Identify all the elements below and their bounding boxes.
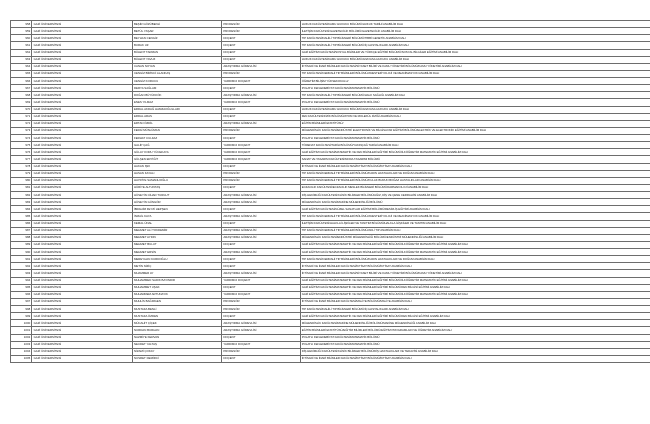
- cell-department: HUKUK FAKÜLTESİ/KAMU HUKUKU BÖLÜMÜ/ANAYASA HUKUKU ANABİLİM DALI: [300, 106, 650, 113]
- table-row: [11, 306, 650, 313]
- cell-department: EĞİTİM BİLİMLERİ ENSTİTÜSÜ/EĞİTİM BİLİMLERİ BÖLÜMÜ/EĞİTİM PROGRAMLARI VE ÖĞRETİM ANABİLİM DALI: [300, 327, 650, 334]
- cell-row-number: 959: [11, 28, 32, 35]
- cell-university: GAZİ ÜNİVERSİTESİ: [32, 63, 132, 70]
- cell-row-number: 969: [11, 99, 32, 106]
- cell-department: GAZİ EĞİTİM FAKÜLTESİ/MATEMATİK VE FEN BİLİMLERİ EĞİTİMİ BÖLÜMÜ/İLKÖĞRETİM MATEMATİK EĞİTİMİ ANABİLİM DALI: [300, 277, 650, 284]
- cell-academic-title: ARAŞTIRMA GÖREVLİSİ: [222, 327, 300, 334]
- cell-department: POLATLI FEN-EDEBİYAT FAKÜLTESİ/MATEMATİK BÖLÜMÜ: [300, 341, 650, 348]
- cell-person-name: HAKAN IŞIK: [132, 163, 221, 170]
- cell-person-name: MEHMET BULUT: [132, 241, 221, 248]
- table-row: [11, 42, 650, 49]
- cell-academic-title: YARDIMCI DOÇENT: [222, 149, 300, 156]
- cell-department: ECZACILIK FAKÜLTESİ/ECZACILIK MESLEK BİLİMLERİ BÖLÜMÜ/FARMAKOLOJİ ANABİLİM DALI: [300, 184, 650, 191]
- table-row: [11, 135, 650, 142]
- cell-row-number: 1000: [11, 320, 32, 327]
- cell-person-name: BEYHAN CENGİZ: [132, 35, 221, 42]
- cell-person-name: NAZMİYE KERVAN: [132, 334, 221, 341]
- cell-person-name: GÜLŞEN ERYİĞİT: [132, 156, 221, 163]
- table-row: [11, 120, 650, 127]
- cell-university: GAZİ ÜNİVERSİTESİ: [32, 348, 132, 355]
- cell-person-name: CANAN NOYAN: [132, 63, 221, 70]
- cell-department: POLATLI FEN-EDEBİYAT FAKÜLTESİ/MATEMATİK BÖLÜMÜ: [300, 135, 650, 142]
- cell-academic-title: DOÇENT: [222, 85, 300, 92]
- cell-person-name: MUHAMMED SADIK BAYINDIR: [132, 277, 221, 284]
- cell-university: GAZİ ÜNİVERSİTESİ: [32, 85, 132, 92]
- cell-university: GAZİ ÜNİVERSİTESİ: [32, 313, 132, 320]
- table-row: [11, 192, 650, 199]
- cell-row-number: 966: [11, 78, 32, 85]
- cell-person-name: MEHMET ALİ TOKDEMİR: [132, 227, 221, 234]
- cell-row-number: 971: [11, 113, 32, 120]
- cell-department: GAZİ EĞİTİM FAKÜLTESİ/MATEMATİK VE FEN BİLİMLERİ EĞİTİMİ BÖLÜMÜ/FEN BİLGİSİ EĞİTİMİ ANABİLİM DALI: [300, 284, 650, 291]
- cell-person-name: NİZAMİ ÇOKAY: [132, 348, 221, 355]
- table-row: [11, 249, 650, 256]
- cell-row-number: 968: [11, 92, 32, 99]
- cell-department: GAZİ EĞİTİM FAKÜLTESİ/MATEMATİK VE FEN BİLİMLERİ EĞİTİMİ BÖLÜMÜ/İLKÖĞRETİM MATEMATİK EĞİTİMİ ANABİLİM DALI: [300, 249, 650, 256]
- cell-person-name: BURAK UZ: [132, 42, 221, 49]
- cell-academic-title: PROFESÖR: [222, 298, 300, 305]
- cell-university: GAZİ ÜNİVERSİTESİ: [32, 192, 132, 199]
- cell-person-name: MUHLİS BAĞIRGEN: [132, 298, 221, 305]
- cell-department: GAZİ EĞİTİM FAKÜLTESİ/GÜZEL SANATLAR EĞİTİMİ BÖLÜMÜ/RESİM-İŞ EĞİTİMİ ANABİLİM DALI: [300, 206, 650, 213]
- table-row: [11, 78, 650, 85]
- cell-academic-title: ARAŞTIRMA GÖREVLİSİ: [222, 63, 300, 70]
- cell-academic-title: ARAŞTIRMA GÖREVLİSİ: [222, 199, 300, 206]
- cell-row-number: 994: [11, 277, 32, 284]
- cell-person-name: DERYA SAĞLAM: [132, 85, 221, 92]
- cell-university: GAZİ ÜNİVERSİTESİ: [32, 306, 132, 313]
- cell-row-number: 990: [11, 249, 32, 256]
- cell-university: GAZİ ÜNİVERSİTESİ: [32, 327, 132, 334]
- cell-person-name: METİN NİZİÇ: [132, 263, 221, 270]
- cell-university: GAZİ ÜNİVERSİTESİ: [32, 170, 132, 177]
- cell-university: GAZİ ÜNİVERSİTESİ: [32, 270, 132, 277]
- table-row: [11, 220, 650, 227]
- cell-university: GAZİ ÜNİVERSİTESİ: [32, 49, 132, 56]
- cell-university: GAZİ ÜNİVERSİTESİ: [32, 21, 132, 28]
- cell-row-number: 978: [11, 163, 32, 170]
- cell-academic-title: PROFESÖR: [222, 21, 300, 28]
- cell-academic-title: DOÇENT: [222, 106, 300, 113]
- cell-academic-title: DOÇENT: [222, 313, 300, 320]
- cell-university: GAZİ ÜNİVERSİTESİ: [32, 263, 132, 270]
- cell-department: TÖRENAT FAKÜLTESİ/TARİH BÖLÜMÜ/YAKINÇAĞ TARİHİ ANABİLİM DALI: [300, 142, 650, 149]
- cell-university: GAZİ ÜNİVERSİTESİ: [32, 120, 132, 127]
- cell-row-number: 972: [11, 120, 32, 127]
- cell-academic-title: PROFESÖR: [222, 306, 300, 313]
- cell-row-number: 1001: [11, 327, 32, 334]
- table-row: [11, 234, 650, 241]
- table-row: [11, 177, 650, 184]
- cell-person-name: GALİP ÇAĞ: [132, 142, 221, 149]
- cell-department: TIP FAKÜLTESİ/DAHİLİ TIP BİLİMLERİ BÖLÜMÜ/HALK SAĞLIĞI ANABİLİM DALI: [300, 92, 650, 99]
- table-row: [11, 70, 650, 77]
- cell-person-name: ENES YILMAZ: [132, 99, 221, 106]
- cell-academic-title: DOÇENT: [222, 135, 300, 142]
- cell-person-name: NECDET YALTAŞ: [132, 341, 221, 348]
- cell-department: GAZİ EĞİTİM FAKÜLTESİ/MATEMATİK VE FEN BİLİMLERİ EĞİTİMİ BÖLÜMÜ/İLKÖĞRETİM MATEMATİK EĞİTİMİ ANABİLİM DALI: [300, 241, 650, 248]
- cell-academic-title: DOÇENT: [222, 42, 300, 49]
- cell-row-number: 961: [11, 42, 32, 49]
- table-row: [11, 35, 650, 42]
- cell-person-name: MUHARREM ARTUNAYIK: [132, 291, 221, 298]
- cell-academic-title: DOÇENT: [222, 113, 300, 120]
- table-row: [11, 327, 650, 334]
- cell-academic-title: ARAŞTIRMA GÖREVLİSİ: [222, 120, 300, 127]
- cell-university: GAZİ ÜNİVERSİTESİ: [32, 35, 132, 42]
- cell-person-name: BÜLENT YAVUZ: [132, 56, 221, 63]
- cell-department: DİŞ HEKİMLİĞİ FAKÜLTESİ/KLİNİK BİLİMLER BÖLÜMÜ/DİŞ HASTALIKLARI VE TEDAVİSİ ANABİLİM DALI: [300, 348, 650, 355]
- cell-department: TIP FAKÜLTESİ/CERRAHİ TIP BİLİMLERİ BÖLÜMÜ/ADLİ TIP ANABİLİM DALI: [300, 227, 650, 234]
- cell-academic-title: DOÇENT: [222, 49, 300, 56]
- cell-university: GAZİ ÜNİVERSİTESİ: [32, 127, 132, 134]
- cell-department: TIP FAKÜLTESİ/DAHİLİ TIP BİLİMLERİ BÖLÜMÜ/İÇ HASTALIKLARI ANABİLİM DALI: [300, 306, 650, 313]
- cell-university: GAZİ ÜNİVERSİTESİ: [32, 184, 132, 191]
- cell-row-number: 998: [11, 306, 32, 313]
- cell-department: TIP FAKÜLTESİ/DAHİLİ TIP BİLİMLERİ BÖLÜMÜ/İÇ HASTALIKLARI ANABİLİM DALI: [300, 42, 650, 49]
- cell-row-number: 997: [11, 298, 32, 305]
- cell-academic-title: DOÇENT: [222, 163, 300, 170]
- cell-person-name: NURDAN BURHAN: [132, 327, 221, 334]
- cell-academic-title: ARAŞTIRMA GÖREVLİSİ: [222, 234, 300, 241]
- cell-person-name: ERDAL ARAS: [132, 113, 221, 120]
- cell-row-number: 962: [11, 49, 32, 56]
- cell-person-name: FERHAT CULFAZ: [132, 135, 221, 142]
- cell-academic-title: PROFESÖR: [222, 70, 300, 77]
- cell-academic-title: ARAŞTIRMA GÖREVLİSİ: [222, 213, 300, 220]
- cell-row-number: 988: [11, 234, 32, 241]
- cell-department: TIP FAKÜLTESİ/CERRAHİ TIP BİLİMLERİ BÖLÜMÜ/ANESTEZİYOLOJİ VE REANİMASYON ANABİLİM DALI: [300, 213, 650, 220]
- cell-row-number: 989: [11, 241, 32, 248]
- cell-department: HUKUK FAKÜLTESİ/KAMU HUKUKU BÖLÜMÜ/ANAYASA HUKUKU ANABİLİM DALI: [300, 56, 650, 63]
- cell-academic-title: DOÇENT: [222, 241, 300, 248]
- cell-person-name: HÜSEYİN GÜNGÖR: [132, 199, 221, 206]
- cell-person-name: CENGİZ BİRİNCİ ALANKAŞ: [132, 70, 221, 77]
- cell-academic-title: YARDIMCI DOÇENT: [222, 156, 300, 163]
- cell-row-number: 979: [11, 170, 32, 177]
- cell-department: İKTİSADİ VE İDARİ BİLİMLER FAKÜLTESİ/İKTİSAT BÖLÜMÜ/İKTİSAT ANABİLİM DALI: [300, 163, 650, 170]
- cell-academic-title: DOÇENT: [222, 206, 300, 213]
- cell-university: GAZİ ÜNİVERSİTESİ: [32, 156, 132, 163]
- cell-row-number: 986: [11, 220, 32, 227]
- cell-academic-title: YARDIMCI DOÇENT: [222, 277, 300, 284]
- cell-person-name: HASAN KAYALI: [132, 170, 221, 177]
- table-row: [11, 99, 650, 106]
- cell-university: GAZİ ÜNİVERSİTESİ: [32, 249, 132, 256]
- table-row: [11, 63, 650, 70]
- cell-row-number: 996: [11, 291, 32, 298]
- cell-academic-title: PROFESÖR: [222, 127, 300, 134]
- cell-university: GAZİ ÜNİVERSİTESİ: [32, 70, 132, 77]
- cell-row-number: 993: [11, 270, 32, 277]
- cell-row-number: 977: [11, 156, 32, 163]
- table-row: [11, 313, 650, 320]
- cell-university: GAZİ ÜNİVERSİTESİ: [32, 142, 132, 149]
- cell-department: İKTİSADİ VE İDARİ BİLİMLER FAKÜLTESİ/İKTİSAT BÖLÜMÜ/İKTİSAT ANABİLİM DALI: [300, 355, 650, 362]
- cell-row-number: 976: [11, 149, 32, 156]
- table-row: [11, 213, 650, 220]
- cell-person-name: FERAİ MÜSLÜMAN: [132, 127, 221, 134]
- cell-person-name: BETÜL YAŞAR: [132, 28, 221, 35]
- cell-academic-title: ARAŞTIRMA GÖREVLİSİ: [222, 320, 300, 327]
- cell-row-number: 985: [11, 213, 32, 220]
- cell-row-number: 999: [11, 313, 32, 320]
- table-row: [11, 320, 650, 327]
- cell-row-number: 995: [11, 284, 32, 291]
- cell-department: POLATLI FEN-EDEBİYAT FAKÜLTESİ/MATEMATİK BÖLÜMÜ: [300, 99, 650, 106]
- table-row: [11, 341, 650, 348]
- cell-university: GAZİ ÜNİVERSİTESİ: [32, 42, 132, 49]
- cell-university: GAZİ ÜNİVERSİTESİ: [32, 78, 132, 85]
- cell-row-number: 1005: [11, 355, 32, 362]
- cell-university: GAZİ ÜNİVERSİTESİ: [32, 298, 132, 305]
- table-row: [11, 298, 650, 305]
- cell-person-name: HÜRİYE ALTUNTAŞ: [132, 184, 221, 191]
- cell-university: GAZİ ÜNİVERSİTESİ: [32, 149, 132, 156]
- cell-department: TIP FAKÜLTESİ/CERRAHİ TIP BİLİMLERİ BÖLÜMÜ/KADIN HASTALIKLARI VE DOĞUM ANABİLİM DALI: [300, 170, 650, 177]
- cell-academic-title: PROFESÖR: [222, 177, 300, 184]
- cell-department: GAZİ EĞİTİM FAKÜLTESİ/MATEMATİK VE FEN BİLİMLERİ EĞİTİMİ BÖLÜMÜ/FEN BİLGİSİ EĞİTİMİ ANABİLİM DALI: [300, 313, 650, 320]
- cell-university: GAZİ ÜNİVERSİTESİ: [32, 163, 132, 170]
- table-row: [11, 21, 650, 28]
- cell-department: İKTİSADİ VE İDARİ BİLİMLER FAKÜLTESİ/SİYASET BİLİMİ VE KAMU YÖNETİMİ BÖLÜMÜ/KAMU YÖNETİMİ ANABİLİM DALI: [300, 63, 650, 70]
- cell-department: MÜHENDİSLİK FAKÜLTESİ/MAKİNE MÜHENDİSLİĞİ BÖLÜMÜ: [300, 199, 650, 206]
- cell-row-number: 960: [11, 35, 32, 42]
- cell-academic-title: ARAŞTIRMA GÖREVLİSİ: [222, 270, 300, 277]
- cell-university: GAZİ ÜNİVERSİTESİ: [32, 284, 132, 291]
- cell-academic-title: DOÇENT: [222, 35, 300, 42]
- cell-row-number: 970: [11, 106, 32, 113]
- cell-university: GAZİ ÜNİVERSİTESİ: [32, 291, 132, 298]
- table-row: [11, 127, 650, 134]
- table-row: [11, 49, 650, 56]
- cell-row-number: 958: [11, 21, 32, 28]
- cell-person-name: MEREYHAN KURDOĞLU: [132, 256, 221, 263]
- cell-university: GAZİ ÜNİVERSİTESİ: [32, 92, 132, 99]
- cell-department: İKTİSADİ VE İDARİ BİLİMLER FAKÜLTESİ/MALİYE BÖLÜMÜ/MALİYE ANABİLİM DALI: [300, 298, 650, 305]
- cell-department: GAZİ EĞİTİM FAKÜLTESİ/SOSYAL BİLİMLER VE TÜRKÇE EĞİTİMİ BÖLÜMÜ/SOSYAL BİLGİLER EĞİTİMİ ANABİLİM DALI: [300, 49, 650, 56]
- cell-department: FEN FAKÜLTESİ/FİZİK BÖLÜMÜ/ATOM VE MOLEKÜL FİZİĞİ ANABİLİM DALI: [300, 113, 650, 120]
- cell-row-number: 984: [11, 206, 32, 213]
- cell-academic-title: DOÇENT: [222, 184, 300, 191]
- cell-academic-title: DOÇENT: [222, 263, 300, 270]
- cell-university: GAZİ ÜNİVERSİTESİ: [32, 256, 132, 263]
- cell-academic-title: PROFESÖR: [222, 348, 300, 355]
- cell-row-number: 987: [11, 227, 32, 234]
- cell-department: İLETİŞİM FAKÜLTESİ/HALKLA İLİŞKİLER VE TANITIM BÖLÜMÜ/HALKLA İLİŞKİLER VE TANITIM ANABİLİM DALI: [300, 220, 650, 227]
- table-row: [11, 270, 650, 277]
- cell-academic-title: YARDIMCI DOÇENT: [222, 341, 300, 348]
- cell-academic-title: DOÇENT: [222, 334, 300, 341]
- table-row: [11, 348, 650, 355]
- cell-row-number: 973: [11, 127, 32, 134]
- table-row: [11, 106, 650, 113]
- cell-department: TIP FAKÜLTESİ/CERRAHİ TIP BİLİMLERİ BÖLÜMÜ/KULAK BURUN BOĞAZ HASTALIKLARI ANABİLİM DALI: [300, 177, 650, 184]
- cell-university: GAZİ ÜNİVERSİTESİ: [32, 56, 132, 63]
- cell-person-name: MEHMET ERSİN: [132, 249, 221, 256]
- cell-person-name: CENGİZ KORUCU: [132, 78, 221, 85]
- cell-department: ÖĞRETİM BİLİŞİM YÜKSEKOKULU/: [300, 78, 650, 85]
- cell-department: GAZİ EĞİTİM FAKÜLTESİ/MATEMATİK VE FEN BİLİMLERİ EĞİTİMİ BÖLÜMÜ/İLKÖĞRETİM MATEMATİK EĞİTİMİ ANABİLİM DALI: [300, 291, 650, 298]
- cell-row-number: 964: [11, 63, 32, 70]
- cell-academic-title: YARDIMCI DOÇENT: [222, 78, 300, 85]
- table-row: [11, 142, 650, 149]
- cell-department: MÜHENDİSLİK FAKÜLTESİ/ENDÜSTRİ MÜHENDİSLİĞİ BÖLÜMÜ/ENDÜSTRİ MÜHENDİSLİĞİ ANABİLİM DALI: [300, 234, 650, 241]
- cell-person-name: MEHMET AYDIN: [132, 234, 221, 241]
- cell-row-number: 983: [11, 199, 32, 206]
- cell-person-name: BEŞİR GÖZÜBENLİ: [132, 21, 221, 28]
- cell-university: GAZİ ÜNİVERSİTESİ: [32, 220, 132, 227]
- table-row: [11, 170, 650, 177]
- table-row: [11, 263, 650, 270]
- table-row: [11, 113, 650, 120]
- cell-person-name: GÜLAY KORU YÜCEKAYA: [132, 149, 221, 156]
- cell-department: MÜHENDİSLİK FAKÜLTESİ/MAKİNE MÜHENDİSLİĞİ BÖLÜMÜ/MAKİNE MÜHENDİSLİĞİ ANABİLİM DALI: [300, 320, 650, 327]
- table-row: [11, 284, 650, 291]
- cell-department: POLATLI FEN-EDEBİYAT FAKÜLTESİ/MATEMATİK BÖLÜMÜ: [300, 85, 650, 92]
- cell-row-number: 982: [11, 192, 32, 199]
- table-row: [11, 149, 650, 156]
- table-row: [11, 28, 650, 35]
- cell-academic-title: DOÇENT: [222, 56, 300, 63]
- table-row: [11, 206, 650, 213]
- cell-academic-title: DOÇENT: [222, 220, 300, 227]
- cell-department: MÜHENDİSLİK FAKÜLTESİ/ENDÜSTRİ ELEKTRONİK VE BİLGİSAYAR EĞİTİMİ BÖLÜMÜ/ELEKTRİK VE ELEKTRONİK EĞİTİMİ ANABİLİM DALI: [300, 127, 650, 134]
- cell-person-name: HÜSEYİN CİHAD TURGUT: [132, 192, 221, 199]
- cell-row-number: 1004: [11, 348, 32, 355]
- cell-person-name: HAYRİYE SAMANLIOĞLU: [132, 177, 221, 184]
- cell-row-number: 1003: [11, 341, 32, 348]
- cell-academic-title: DOÇENT: [222, 284, 300, 291]
- cell-university: GAZİ ÜNİVERSİTESİ: [32, 234, 132, 241]
- cell-university: GAZİ ÜNİVERSİTESİ: [32, 106, 132, 113]
- table-row: [11, 199, 650, 206]
- cell-academic-title: ARAŞTIRMA GÖREVLİSİ: [222, 192, 300, 199]
- cell-university: GAZİ ÜNİVERSİTESİ: [32, 241, 132, 248]
- cell-row-number: 980: [11, 177, 32, 184]
- cell-person-name: BÜLENT TARMAN: [132, 49, 221, 56]
- cell-person-name: MUHAMMET UŞAK: [132, 284, 221, 291]
- cell-row-number: 963: [11, 56, 32, 63]
- cell-academic-title: ARAŞTIRMA GÖREVLİSİ: [222, 227, 300, 234]
- cell-academic-title: YARDIMCI DOÇENT: [222, 99, 300, 106]
- cell-department: İKTİSADİ VE İDARİ BİLİMLER FAKÜLTESİ/SİYASET BİLİMİ VE KAMU YÖNETİMİ BÖLÜMÜ/KAMU YÖNETİMİ ANABİLİM DALI: [300, 270, 650, 277]
- cell-department: DİŞ HEKİMLİĞİ FAKÜLTESİ/KLİNİK BİLİMLER BÖLÜMÜ/AĞIZ, DİŞ VE ÇENE CERRAHİSİ ANABİLİM DALI: [300, 192, 650, 199]
- table-row: [11, 163, 650, 170]
- cell-academic-title: YARDIMCI DOÇENT: [222, 291, 300, 298]
- table-body: [11, 21, 650, 363]
- cell-person-name: DOĞAN BÜYÜKKÖK: [132, 92, 221, 99]
- table-row: [11, 241, 650, 248]
- cell-department: TIP FAKÜLTESİ/CERRAHİ TIP BİLİMLERİ BÖLÜMÜ/KADIN HASTALIKLARI VE DOĞUM ANABİLİM DALI: [300, 256, 650, 263]
- cell-row-number: 967: [11, 85, 32, 92]
- table-row: [11, 56, 650, 63]
- cell-department: İLETİŞİM FAKÜLTESİ/GAZETECİLİK BÖLÜMÜ/GAZETECİLİK ANABİLİM DALI: [300, 28, 650, 35]
- table-row: [11, 92, 650, 99]
- cell-person-name: MÜCAHİT ÇİÇEK: [132, 320, 221, 327]
- cell-university: GAZİ ÜNİVERSİTESİ: [32, 113, 132, 120]
- cell-university: GAZİ ÜNİVERSİTESİ: [32, 28, 132, 35]
- cell-row-number: 965: [11, 70, 32, 77]
- cell-department: GAZİ EĞİTİM FAKÜLTESİ/MATEMATİK VE FEN BİLİMLERİ EĞİTİMİ BÖLÜMÜ/İLKÖĞRETİM MATEMATİK EĞİTİMİ ANABİLİM DALI: [300, 149, 650, 156]
- table-row: [11, 355, 650, 362]
- cell-department: İKTİSADİ VE İDARİ BİLİMLER FAKÜLTESİ/İKTİSAT BÖLÜMÜ/İKTİSAT ANABİLİM DALI: [300, 263, 650, 270]
- cell-person-name: MUAMMER AY: [132, 270, 221, 277]
- cell-person-name: ERTAN ÖZDİL: [132, 120, 221, 127]
- table-row: [11, 256, 650, 263]
- cell-university: GAZİ ÜNİVERSİTESİ: [32, 227, 132, 234]
- cell-university: GAZİ ÜNİVERSİTESİ: [32, 277, 132, 284]
- cell-row-number: 992: [11, 263, 32, 270]
- cell-university: GAZİ ÜNİVERSİTESİ: [32, 213, 132, 220]
- cell-academic-title: PROFESÖR: [222, 170, 300, 177]
- cell-academic-title: DOÇENT: [222, 355, 300, 362]
- cell-person-name: ERDAL AKDAĞ HAMZAOĞULLARI: [132, 106, 221, 113]
- cell-university: GAZİ ÜNİVERSİTESİ: [32, 99, 132, 106]
- cell-academic-title: ARAŞTIRMA GÖREVLİSİ: [222, 249, 300, 256]
- personnel-table: [10, 20, 650, 363]
- table-row: [11, 184, 650, 191]
- cell-university: GAZİ ÜNİVERSİTESİ: [32, 206, 132, 213]
- cell-department: TIP FAKÜLTESİ/DAHİLİ TIP BİLİMLERİ BÖLÜMÜ/TIBBİ GENETİK ANABİLİM DALI: [300, 35, 650, 42]
- cell-department: TIP FAKÜLTESİ/CERRAHİ TIP BİLİMLERİ BÖLÜMÜ/ANESTEZİYOLOJİ VE REANİMASYON ANABİLİM DALI: [300, 70, 650, 77]
- cell-university: GAZİ ÜNİVERSİTESİ: [32, 177, 132, 184]
- cell-department: EĞİTİM BİLİMLERİ ENSTİTÜSÜ/: [300, 120, 650, 127]
- cell-university: GAZİ ÜNİVERSİTESİ: [32, 320, 132, 327]
- cell-row-number: 975: [11, 142, 32, 149]
- cell-department: POLATLI FEN-EDEBİYAT FAKÜLTESİ/MATEMATİK BÖLÜMÜ: [300, 334, 650, 341]
- table-row: [11, 156, 650, 163]
- cell-university: GAZİ ÜNİVERSİTESİ: [32, 135, 132, 142]
- cell-academic-title: ARAŞTIRMA GÖREVLİSİ: [222, 92, 300, 99]
- table-row: [11, 227, 650, 234]
- cell-university: GAZİ ÜNİVERSİTESİ: [32, 341, 132, 348]
- cell-row-number: 981: [11, 184, 32, 191]
- table-row: [11, 85, 650, 92]
- table-row: [11, 291, 650, 298]
- cell-row-number: 1002: [11, 334, 32, 341]
- cell-person-name: İSMAİL KAYA: [132, 213, 221, 220]
- table-row: [11, 334, 650, 341]
- cell-person-name: İBRAHİM FEYZİ HEPŞEN: [132, 206, 221, 213]
- cell-person-name: NUSRET DEMİRCİ: [132, 355, 221, 362]
- cell-academic-title: PROFESÖR: [222, 28, 300, 35]
- cell-academic-title: YARDIMCI DOÇENT: [222, 142, 300, 149]
- table-row: [11, 277, 650, 284]
- cell-department: HUKUK FAKÜLTESİ/KAMU HUKUKU BÖLÜMÜ/HUKUK TARİHİ ANABİLİM DALI: [300, 21, 650, 28]
- cell-person-name: MUSTAFA BENLİ: [132, 306, 221, 313]
- cell-person-name: MUSTAFA ÖZDEN: [132, 313, 221, 320]
- cell-row-number: 991: [11, 256, 32, 263]
- cell-academic-title: DOÇENT: [222, 256, 300, 263]
- cell-university: GAZİ ÜNİVERSİTESİ: [32, 334, 132, 341]
- cell-university: GAZİ ÜNİVERSİTESİ: [32, 355, 132, 362]
- cell-person-name: KEMAL ÜNAL: [132, 220, 221, 227]
- cell-university: GAZİ ÜNİVERSİTESİ: [32, 199, 132, 206]
- cell-row-number: 974: [11, 135, 32, 142]
- cell-department: SANAT VE TASARIM FAKÜLTESİ/MODA TASARIMI BÖLÜMÜ: [300, 156, 650, 163]
